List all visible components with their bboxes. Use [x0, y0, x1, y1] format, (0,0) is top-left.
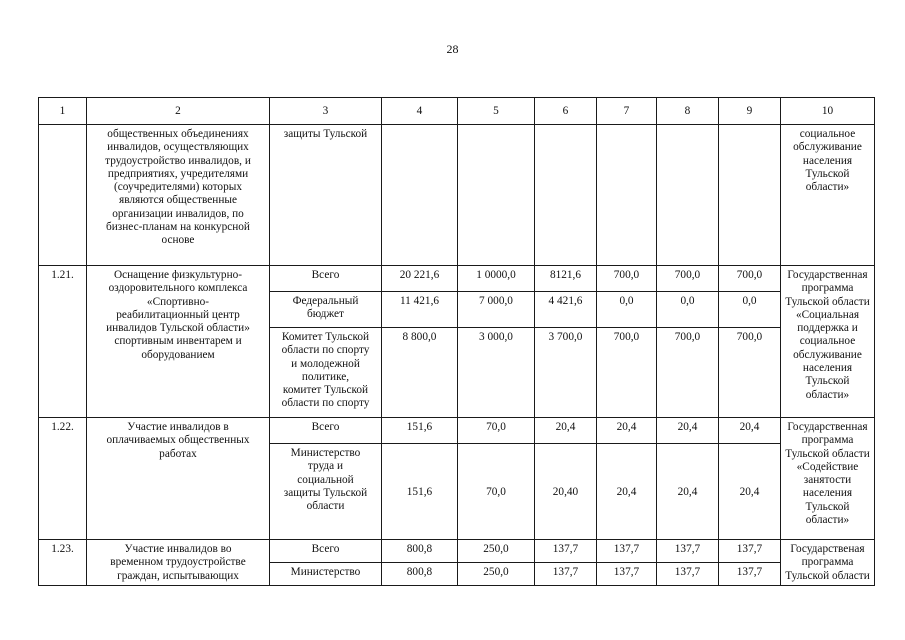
header-cell: 2: [87, 98, 270, 125]
description-cell: общественных объединениях инвалидов, осуществляющих трудоустройство инвалидов, и предприятиях, учредителями (соучредителями) которых являются общественные организации инвалидов, по бизнес-планам на конкурсной основе: [87, 125, 270, 266]
value-cell: 700,0: [657, 266, 719, 292]
value-cell: [535, 125, 597, 266]
value-cell: 151,6: [382, 418, 458, 444]
header-cell: 10: [781, 98, 875, 125]
value-cell: 151,6: [382, 444, 458, 540]
value-cell: 700,0: [597, 266, 657, 292]
value-cell: 70,0: [458, 418, 535, 444]
value-cell: 0,0: [719, 292, 781, 328]
value-cell: 700,0: [657, 328, 719, 418]
value-cell: 250,0: [458, 563, 535, 585]
value-cell: 3 700,0: [535, 328, 597, 418]
header-cell: 9: [719, 98, 781, 125]
header-cell: 5: [458, 98, 535, 125]
item-number: 1.21.: [39, 266, 87, 418]
value-cell: 700,0: [719, 266, 781, 292]
value-cell: [719, 125, 781, 266]
value-cell: 20,4: [597, 444, 657, 540]
continuation-row: [39, 125, 875, 266]
value-cell: 800,8: [382, 563, 458, 585]
value-cell: 20,4: [657, 418, 719, 444]
value-cell: 8121,6: [535, 266, 597, 292]
value-cell: 700,0: [597, 328, 657, 418]
item-number: 1.23.: [39, 540, 87, 586]
program-cell: Государственная программа Тульской области «Содействие занятости населения Тульской области»: [781, 418, 875, 540]
value-cell: 0,0: [597, 292, 657, 328]
source-cell: Министерство труда и социальной защиты Тульской области: [270, 444, 382, 540]
table-row: [39, 266, 875, 292]
table-row: [39, 540, 875, 563]
value-cell: 137,7: [657, 540, 719, 563]
value-cell: 20,40: [535, 444, 597, 540]
number-cell: [39, 125, 87, 266]
value-cell: 137,7: [719, 563, 781, 585]
header-cell: 3: [270, 98, 382, 125]
value-cell: 20,4: [535, 418, 597, 444]
value-cell: 20,4: [719, 444, 781, 540]
value-cell: 4 421,6: [535, 292, 597, 328]
value-cell: 20,4: [719, 418, 781, 444]
item-number: 1.22.: [39, 418, 87, 540]
source-cell: Всего: [270, 418, 382, 444]
value-cell: [382, 125, 458, 266]
value-cell: 137,7: [657, 563, 719, 585]
value-cell: 700,0: [719, 328, 781, 418]
header-cell: 1: [39, 98, 87, 125]
value-cell: [597, 125, 657, 266]
value-cell: 137,7: [535, 563, 597, 585]
value-cell: 137,7: [719, 540, 781, 563]
value-cell: 0,0: [657, 292, 719, 328]
table-row: [39, 418, 875, 444]
header-cell: 4: [382, 98, 458, 125]
value-cell: 70,0: [458, 444, 535, 540]
value-cell: 3 000,0: [458, 328, 535, 418]
program-cell: Государственая программа Тульской области: [781, 540, 875, 586]
value-cell: 137,7: [597, 563, 657, 585]
program-table: [38, 97, 875, 586]
source-cell: Всего: [270, 540, 382, 563]
header-cell: 8: [657, 98, 719, 125]
source-cell: защиты Тульской: [270, 125, 382, 266]
page-number: 28: [446, 42, 459, 56]
description-cell: Участие инвалидов во временном трудоустройстве граждан, испытывающих: [87, 540, 270, 586]
value-cell: 8 800,0: [382, 328, 458, 418]
value-cell: 11 421,6: [382, 292, 458, 328]
program-cell: социальное обслуживание населения Тульской области»: [781, 125, 875, 266]
description-cell: Оснащение физкультурно- оздоровительного комплекса «Спортивно- реабилитационный центр инвалидов Тульской области» спортивным инвентарем и оборудованием: [87, 266, 270, 418]
value-cell: 137,7: [535, 540, 597, 563]
source-cell: Министерство: [270, 563, 382, 585]
source-cell: Комитет Тульской области по спорту и молодежной политике, комитет Тульской области по спорту: [270, 328, 382, 418]
value-cell: 800,8: [382, 540, 458, 563]
value-cell: 7 000,0: [458, 292, 535, 328]
value-cell: [657, 125, 719, 266]
source-cell: Федеральный бюджет: [270, 292, 382, 328]
value-cell: 20 221,6: [382, 266, 458, 292]
description-cell: Участие инвалидов в оплачиваемых общественных работах: [87, 418, 270, 540]
value-cell: 20,4: [657, 444, 719, 540]
value-cell: 20,4: [597, 418, 657, 444]
source-cell: Всего: [270, 266, 382, 292]
header-row: [39, 98, 875, 125]
header-cell: 6: [535, 98, 597, 125]
value-cell: 1 0000,0: [458, 266, 535, 292]
value-cell: [458, 125, 535, 266]
header-cell: 7: [597, 98, 657, 125]
program-cell: Государственная программа Тульской области «Социальная поддержка и социальное обслуживание населения Тульской области»: [781, 266, 875, 418]
value-cell: 137,7: [597, 540, 657, 563]
value-cell: 250,0: [458, 540, 535, 563]
